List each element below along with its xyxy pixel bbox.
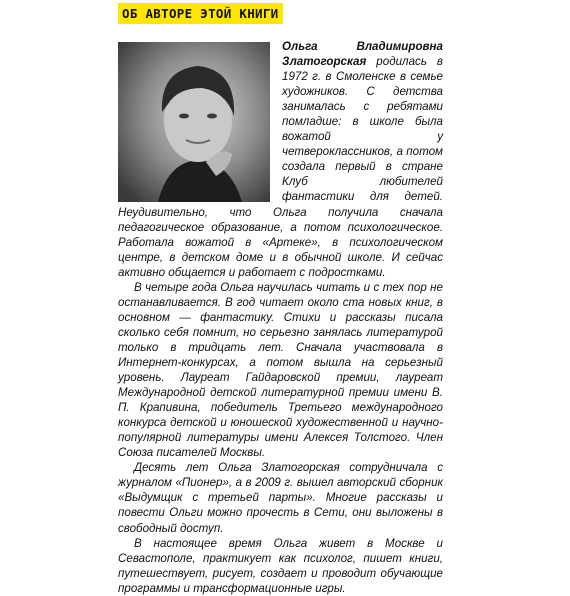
author-name: Ольга Владимировна Златогорская <box>282 40 443 69</box>
photo-spacer <box>118 39 278 202</box>
bio-paragraph-4: В настоящее время Ольга живет в Москве и Севастополе, практикует как психолог, пишет книги, путешествует, рисует, создает и проводит обучающие программы и трансформационные игры. <box>118 536 443 595</box>
author-biography <box>118 39 443 596</box>
section-title: ОБ АВТОРЕ ЭТОЙ КНИГИ <box>118 3 283 24</box>
bio-paragraph-2: В четыре года Ольга научилась читать и с тех пор не останавливается. В год читает около ста новых книг, в основном — фантастику. Стихи и рассказы писала сколько себя помнит, но серьезно занялась литературой только в тридцать лет. Сначала участвовала в Интернет-конкурсах, а потом вышла на серьезный уровень. Лауреат Гайдаровской премии, лауреат Международной детской литературной премии имени В. П. Крапивина, победитель Третьего международного конкурса детской и юношеской художественной и научно-популярной литературы имени Алексея Толстого. Член Союза писателей Москвы. <box>118 280 443 460</box>
bio-paragraph-1 <box>118 39 443 280</box>
bio-paragraph-3: Десять лет Ольга Златогорская сотрудничала с журналом «Пионер», а в 2009 г. вышел авторский сборник «Выдумщик с третьей парты». Многие рассказы и повести Ольги можно прочесть в Сети, они выложены в свободный доступ. <box>118 461 443 535</box>
bio-paragraph-1-text: родилась в 1972 г. в Смоленске в семье художников. С детства занималась с ребятами помладше: в школе была вожатой у четвероклассников, а потом создала первый в стране Клуб любителей фантастики для детей. Неудивительно, что Ольга получила сначала педагогическое образование, а потом психологическое. Работала вожатой в «Артеке», в психологическом центре, в детском доме и в обычной школе. И сейчас активно общается и работает с подростками. <box>118 55 443 279</box>
